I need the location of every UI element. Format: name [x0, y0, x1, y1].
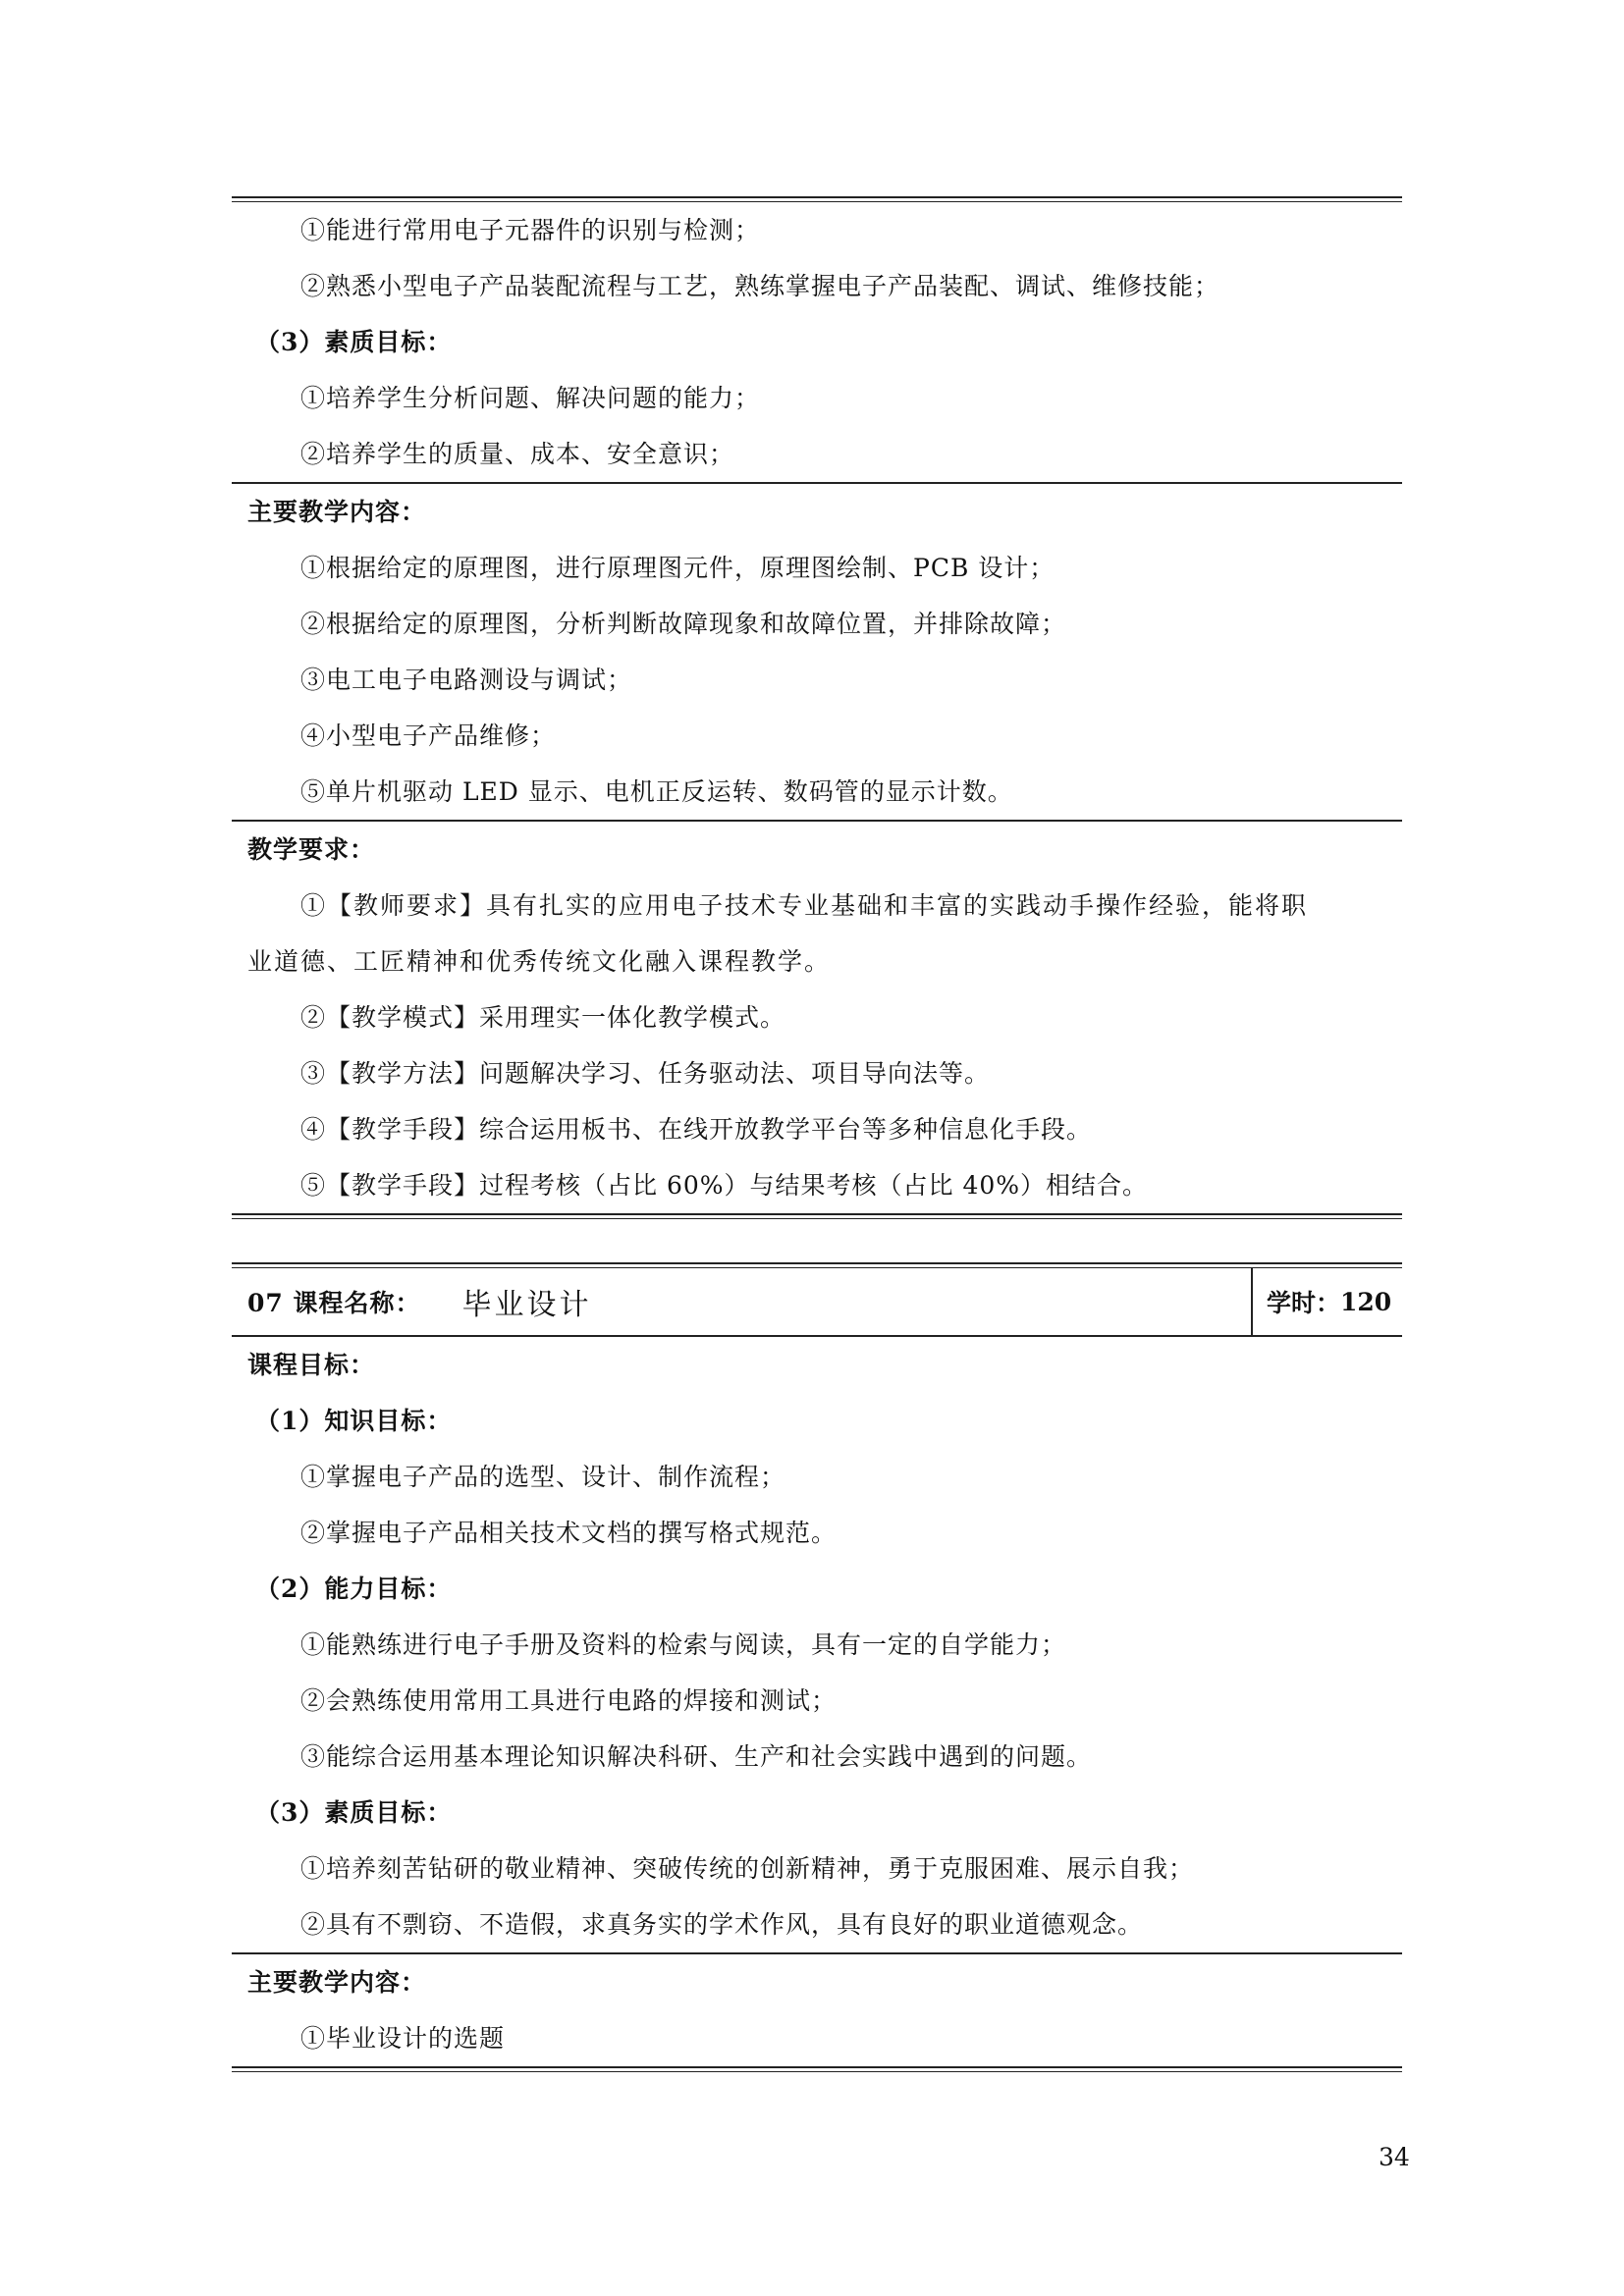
course-name: 毕业设计 — [461, 1288, 592, 1322]
content-item: ③电工电子电路测设与调试； — [300, 666, 633, 694]
ability-item: ①能熟练进行电子手册及资料的检索与阅读，具有一定的自学能力； — [300, 1630, 1067, 1659]
objectives-heading: 课程目标： — [247, 1351, 376, 1379]
quality-item: ①培养学生分析问题、解决问题的能力； — [300, 384, 761, 412]
quality-heading: （3）素质目标： — [255, 328, 453, 356]
ability-item: ①能进行常用电子元器件的识别与检测； — [300, 216, 761, 244]
ability-heading: （2）能力目标： — [255, 1575, 453, 1603]
content-heading: 主要教学内容： — [247, 498, 427, 526]
course-hours-cell — [1251, 1268, 1402, 1335]
requirement-item: ②【教学模式】采用理实一体化教学模式。 — [300, 1003, 786, 1032]
hours-label: 学时： — [1267, 1289, 1341, 1317]
ability-item: ②熟悉小型电子产品装配流程与工艺，熟练掌握电子产品装配、调试、维修技能； — [300, 272, 1220, 300]
quality-item: ①培养刻苦钻研的敬业精神、突破传统的创新精神，勇于克服困难、展示自我； — [300, 1854, 1195, 1883]
course-name-label: 07 课程名称： — [247, 1289, 421, 1317]
requirement-item: ③【教学方法】问题解决学习、任务驱动法、项目导向法等。 — [300, 1059, 991, 1088]
bottom-double-rule — [232, 2066, 1402, 2072]
content-item: ②根据给定的原理图，分析判断故障现象和故障位置，并排除故障； — [300, 610, 1067, 638]
quality-heading: （3）素质目标： — [255, 1798, 453, 1827]
section-gap — [232, 1219, 1402, 1262]
quality-item: ②具有不剽窃、不造假，求真务实的学术作风，具有良好的职业道德观念。 — [300, 1910, 1144, 1939]
course-title-row — [232, 1268, 1402, 1337]
content-heading: 主要教学内容： — [247, 1968, 427, 1997]
content-item: ①根据给定的原理图，进行原理图元件，原理图绘制、PCB 设计； — [300, 554, 1056, 582]
requirement-item: ⑤【教学手段】过程考核（占比 60%）与结果考核（占比 40%）相结合。 — [300, 1171, 1149, 1200]
knowledge-heading: （1）知识目标： — [255, 1407, 453, 1435]
ability-item: ②会熟练使用常用工具进行电路的焊接和测试； — [300, 1686, 838, 1715]
ability-item: ③能综合运用基本理论知识解决科研、生产和社会实践中遇到的问题。 — [300, 1742, 1093, 1771]
requirement-item-line: ①【教师要求】具有扎实的应用电子技术专业基础和丰富的实践动手操作经验，能将职 — [300, 891, 1309, 920]
requirements-heading: 教学要求： — [247, 835, 376, 864]
content-item: ④小型电子产品维修； — [300, 721, 557, 750]
course-title-cell — [232, 1268, 1251, 1335]
requirement-item-continuation: 业道德、工匠精神和优秀传统文化融入课程教学。 — [247, 947, 832, 976]
content-item: ①毕业设计的选题 — [300, 2024, 506, 2053]
hours-value: 120 — [1340, 1287, 1392, 1316]
page-number: 34 — [1379, 2143, 1410, 2171]
content-item: ⑤单片机驱动 LED 显示、电机正反运转、数码管的显示计数。 — [300, 777, 1013, 806]
requirement-item: ④【教学手段】综合运用板书、在线开放教学平台等多种信息化手段。 — [300, 1115, 1093, 1144]
knowledge-item: ①掌握电子产品的选型、设计、制作流程； — [300, 1463, 786, 1491]
page-body — [232, 196, 1402, 2072]
quality-item: ②培养学生的质量、成本、安全意识； — [300, 440, 735, 468]
knowledge-item: ②掌握电子产品相关技术文档的撰写格式规范。 — [300, 1519, 838, 1547]
